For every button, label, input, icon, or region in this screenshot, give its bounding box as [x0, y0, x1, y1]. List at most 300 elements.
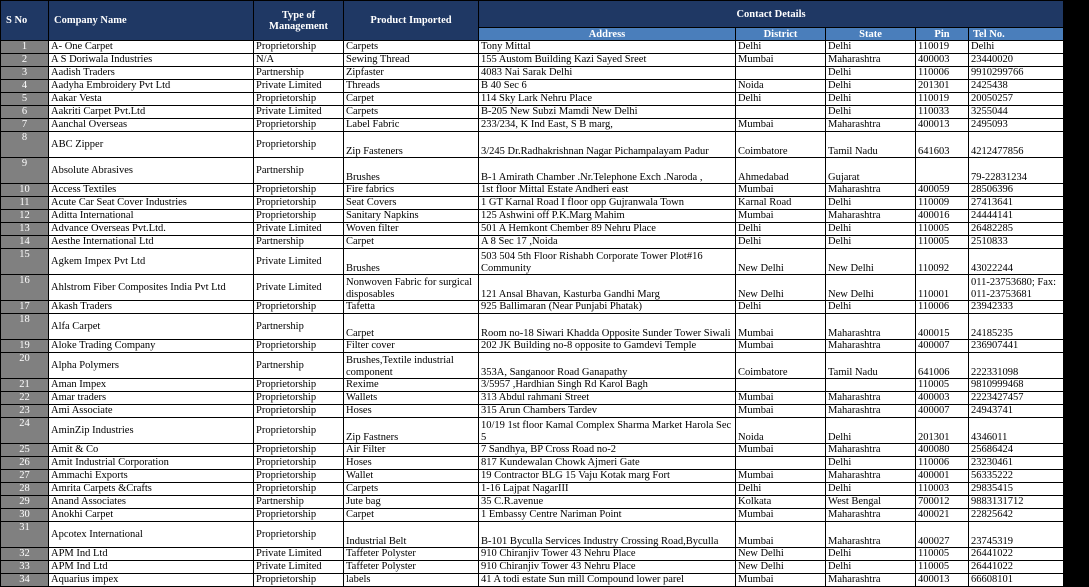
cell-address[interactable]: 114 Sky Lark Nehru Place [479, 93, 736, 106]
table-row[interactable] [1, 314, 1064, 340]
cell-pin[interactable]: 400080 [916, 444, 969, 457]
cell-type-of-management[interactable]: Proprietorship [254, 509, 344, 522]
cell-product-imported[interactable]: Taffeter Polyster [344, 561, 479, 574]
cell-sno[interactable]: 29 [1, 496, 49, 509]
cell-pin[interactable]: 110006 [916, 457, 969, 470]
cell-type-of-management[interactable]: Proprietorship [254, 379, 344, 392]
cell-sno[interactable]: 31 [1, 522, 49, 548]
cell-sno[interactable]: 4 [1, 80, 49, 93]
cell-state[interactable] [826, 379, 916, 392]
table-row[interactable] [1, 132, 1064, 158]
table-row[interactable] [1, 223, 1064, 236]
cell-state[interactable]: Tamil Nadu [826, 353, 916, 379]
cell-type-of-management[interactable]: Proprietorship [254, 301, 344, 314]
cell-company-name[interactable]: Amit & Co [49, 444, 254, 457]
cell-district[interactable]: Ahmedabad [736, 158, 826, 184]
cell-product-imported[interactable]: Carpets [344, 41, 479, 54]
cell-district[interactable]: New Delhi [736, 561, 826, 574]
cell-company-name[interactable]: Aadyha Embroidery Pvt Ltd [49, 80, 254, 93]
cell-state[interactable]: Maharashtra [826, 392, 916, 405]
cell-tel-no[interactable]: 26482285 [969, 223, 1064, 236]
cell-type-of-management[interactable]: Partnership [254, 158, 344, 184]
cell-sno[interactable]: 9 [1, 158, 49, 184]
cell-sno[interactable]: 33 [1, 561, 49, 574]
cell-product-imported[interactable]: Wallet [344, 470, 479, 483]
cell-pin[interactable]: 110006 [916, 301, 969, 314]
cell-pin[interactable]: 400015 [916, 314, 969, 340]
cell-tel-no[interactable]: 24444141 [969, 210, 1064, 223]
cell-state[interactable]: Tamil Nadu [826, 132, 916, 158]
cell-company-name[interactable]: Ami Associate [49, 405, 254, 418]
cell-company-name[interactable]: AminZip Industries [49, 418, 254, 444]
cell-tel-no[interactable]: 4212477856 [969, 132, 1064, 158]
cell-tel-no[interactable]: 22825642 [969, 509, 1064, 522]
cell-type-of-management[interactable]: Private Limited [254, 548, 344, 561]
cell-pin[interactable]: 110005 [916, 223, 969, 236]
cell-type-of-management[interactable]: Proprietorship [254, 444, 344, 457]
cell-state[interactable]: New Delhi [826, 275, 916, 301]
table-row[interactable] [1, 418, 1064, 444]
cell-address[interactable]: 1st floor Mittal Estate Andheri east [479, 184, 736, 197]
cell-tel-no[interactable]: 43022244 [969, 249, 1064, 275]
table-row[interactable] [1, 249, 1064, 275]
cell-state[interactable]: Maharashtra [826, 184, 916, 197]
cell-district[interactable]: Karnal Road [736, 197, 826, 210]
cell-state[interactable]: Maharashtra [826, 314, 916, 340]
cell-tel-no[interactable]: Delhi [969, 41, 1064, 54]
cell-product-imported[interactable]: Carpet [344, 314, 479, 340]
cell-state[interactable]: Delhi [826, 483, 916, 496]
cell-district[interactable]: New Delhi [736, 548, 826, 561]
cell-tel-no[interactable]: 26441022 [969, 561, 1064, 574]
cell-address[interactable]: 202 JK Building no-8 opposite to Gamdevi Temple [479, 340, 736, 353]
cell-address[interactable]: Room no-18 Siwari Khadda Opposite Sunder Tower Siwali [479, 314, 736, 340]
table-row[interactable] [1, 392, 1064, 405]
cell-sno[interactable]: 20 [1, 353, 49, 379]
cell-sno[interactable]: 10 [1, 184, 49, 197]
cell-district[interactable]: Delhi [736, 236, 826, 249]
table-row[interactable] [1, 457, 1064, 470]
cell-address[interactable]: B 40 Sec 6 [479, 80, 736, 93]
cell-tel-no[interactable]: 23942333 [969, 301, 1064, 314]
cell-sno[interactable]: 26 [1, 457, 49, 470]
cell-address[interactable]: 1-16 Lajpat NagarIII [479, 483, 736, 496]
cell-district[interactable]: Delhi [736, 41, 826, 54]
cell-state[interactable]: New Delhi [826, 249, 916, 275]
cell-tel-no[interactable]: 56335222 [969, 470, 1064, 483]
cell-tel-no[interactable]: 9910299766 [969, 67, 1064, 80]
cell-product-imported[interactable]: Woven filter [344, 223, 479, 236]
cell-tel-no[interactable]: 23745319 [969, 522, 1064, 548]
cell-district[interactable]: Mumbai [736, 54, 826, 67]
cell-sno[interactable]: 34 [1, 574, 49, 587]
cell-pin[interactable]: 400013 [916, 574, 969, 587]
cell-district[interactable]: Mumbai [736, 392, 826, 405]
table-row[interactable] [1, 496, 1064, 509]
cell-tel-no[interactable]: 9883131712 [969, 496, 1064, 509]
cell-district[interactable]: Delhi [736, 483, 826, 496]
cell-district[interactable] [736, 379, 826, 392]
cell-sno[interactable]: 19 [1, 340, 49, 353]
cell-company-name[interactable]: Amrita Carpets &Crafts [49, 483, 254, 496]
cell-address[interactable]: Tony Mittal [479, 41, 736, 54]
cell-address[interactable]: 41 A todi estate Sun mill Compound lower parel [479, 574, 736, 587]
cell-pin[interactable]: 400001 [916, 470, 969, 483]
cell-company-name[interactable]: Agkem Impex Pvt Ltd [49, 249, 254, 275]
table-row[interactable] [1, 197, 1064, 210]
cell-address[interactable]: 155 Austom Building Kazi Sayed Sreet [479, 54, 736, 67]
cell-state[interactable]: Maharashtra [826, 574, 916, 587]
cell-pin[interactable]: 201301 [916, 418, 969, 444]
cell-state[interactable]: Maharashtra [826, 509, 916, 522]
cell-pin[interactable] [916, 158, 969, 184]
cell-address[interactable]: B-101 Byculla Services Industry Crossing Road,Byculla [479, 522, 736, 548]
cell-address[interactable]: 817 Kundewalan Chowk Ajmeri Gate [479, 457, 736, 470]
cell-tel-no[interactable]: 27413641 [969, 197, 1064, 210]
cell-pin[interactable]: 110033 [916, 106, 969, 119]
cell-address[interactable]: 501 A Hemkont Chember 89 Nehru Place [479, 223, 736, 236]
cell-pin[interactable]: 110019 [916, 41, 969, 54]
cell-state[interactable]: Maharashtra [826, 405, 916, 418]
table-row[interactable] [1, 158, 1064, 184]
table-row[interactable] [1, 236, 1064, 249]
cell-tel-no[interactable]: 23230461 [969, 457, 1064, 470]
cell-district[interactable]: Delhi [736, 301, 826, 314]
col-header-address[interactable]: Address [479, 28, 736, 41]
cell-product-imported[interactable]: Hoses [344, 457, 479, 470]
cell-company-name[interactable]: Aloke Trading Company [49, 340, 254, 353]
cell-product-imported[interactable]: Threads [344, 80, 479, 93]
cell-product-imported[interactable]: Carpet [344, 509, 479, 522]
cell-district[interactable]: Mumbai [736, 184, 826, 197]
cell-product-imported[interactable]: Tafetta [344, 301, 479, 314]
cell-company-name[interactable]: Ahlstrom Fiber Composites India Pvt Ltd [49, 275, 254, 301]
cell-company-name[interactable]: APM Ind Ltd [49, 561, 254, 574]
cell-sno[interactable]: 12 [1, 210, 49, 223]
cell-type-of-management[interactable]: Private Limited [254, 561, 344, 574]
cell-pin[interactable]: 400007 [916, 405, 969, 418]
cell-type-of-management[interactable]: Proprietorship [254, 470, 344, 483]
cell-tel-no[interactable]: 2510833 [969, 236, 1064, 249]
cell-state[interactable]: Maharashtra [826, 444, 916, 457]
cell-product-imported[interactable]: labels [344, 574, 479, 587]
cell-tel-no[interactable]: 4346011 [969, 418, 1064, 444]
cell-district[interactable]: New Delhi [736, 249, 826, 275]
cell-address[interactable]: 1 Embassy Centre Nariman Point [479, 509, 736, 522]
cell-state[interactable]: Delhi [826, 457, 916, 470]
cell-product-imported[interactable]: Sewing Thread [344, 54, 479, 67]
col-header-type-of-management[interactable]: Type of Management [254, 1, 344, 41]
cell-sno[interactable]: 5 [1, 93, 49, 106]
cell-pin[interactable]: 700012 [916, 496, 969, 509]
cell-tel-no[interactable]: 2425438 [969, 80, 1064, 93]
cell-company-name[interactable]: Aesthe International Ltd [49, 236, 254, 249]
cell-tel-no[interactable]: 236907441 [969, 340, 1064, 353]
cell-sno[interactable]: 14 [1, 236, 49, 249]
cell-company-name[interactable]: Absolute Abrasives [49, 158, 254, 184]
cell-sno[interactable]: 15 [1, 249, 49, 275]
cell-district[interactable]: Mumbai [736, 340, 826, 353]
cell-state[interactable]: Maharashtra [826, 340, 916, 353]
cell-district[interactable]: Coimbatore [736, 132, 826, 158]
col-header-district[interactable]: District [736, 28, 826, 41]
cell-product-imported[interactable]: Fire fabrics [344, 184, 479, 197]
table-row[interactable] [1, 340, 1064, 353]
table-row[interactable] [1, 301, 1064, 314]
cell-sno[interactable]: 1 [1, 41, 49, 54]
table-row[interactable] [1, 444, 1064, 457]
cell-state[interactable]: Delhi [826, 106, 916, 119]
table-row[interactable] [1, 561, 1064, 574]
cell-type-of-management[interactable]: Private Limited [254, 223, 344, 236]
cell-product-imported[interactable]: Zip Fastners [344, 418, 479, 444]
cell-district[interactable]: Mumbai [736, 574, 826, 587]
cell-type-of-management[interactable]: Proprietorship [254, 418, 344, 444]
cell-state[interactable]: West Bengal [826, 496, 916, 509]
table-row[interactable] [1, 548, 1064, 561]
cell-sno[interactable]: 17 [1, 301, 49, 314]
cell-address[interactable]: B-205 New Subzi Mamdi New Delhi [479, 106, 736, 119]
table-row[interactable] [1, 106, 1064, 119]
cell-address[interactable]: 3/245 Dr.Radhakrishnan Nagar Pichampalayam Padur [479, 132, 736, 158]
cell-company-name[interactable]: Aakar Vesta [49, 93, 254, 106]
cell-district[interactable] [736, 67, 826, 80]
cell-tel-no[interactable]: 24943741 [969, 405, 1064, 418]
cell-sno[interactable]: 11 [1, 197, 49, 210]
cell-sno[interactable]: 25 [1, 444, 49, 457]
cell-product-imported[interactable]: Taffeter Polyster [344, 548, 479, 561]
cell-company-name[interactable]: Access Textiles [49, 184, 254, 197]
cell-address[interactable]: B-1 Amirath Chamber .Nr.Telephone Exch .Naroda , [479, 158, 736, 184]
cell-pin[interactable]: 400021 [916, 509, 969, 522]
cell-product-imported[interactable]: Sanitary Napkins [344, 210, 479, 223]
cell-company-name[interactable]: Advance Overseas Pvt.Ltd. [49, 223, 254, 236]
cell-company-name[interactable]: Alpha Polymers [49, 353, 254, 379]
table-row[interactable] [1, 93, 1064, 106]
cell-state[interactable]: Delhi [826, 93, 916, 106]
cell-district[interactable]: Mumbai [736, 509, 826, 522]
cell-type-of-management[interactable]: Proprietorship [254, 210, 344, 223]
cell-type-of-management[interactable]: Private Limited [254, 106, 344, 119]
cell-type-of-management[interactable]: N/A [254, 54, 344, 67]
cell-tel-no[interactable]: 23440020 [969, 54, 1064, 67]
cell-state[interactable]: Delhi [826, 223, 916, 236]
cell-district[interactable]: Mumbai [736, 119, 826, 132]
cell-address[interactable]: 910 Chiranjiv Tower 43 Nehru Place [479, 561, 736, 574]
cell-pin[interactable]: 400016 [916, 210, 969, 223]
cell-state[interactable]: Delhi [826, 561, 916, 574]
cell-pin[interactable]: 110009 [916, 197, 969, 210]
cell-district[interactable]: Noida [736, 80, 826, 93]
cell-state[interactable]: Maharashtra [826, 522, 916, 548]
cell-tel-no[interactable]: 2495093 [969, 119, 1064, 132]
cell-company-name[interactable]: APM Ind Ltd [49, 548, 254, 561]
cell-address[interactable]: 3/5957 ,Hardhian Singh Rd Karol Bagh [479, 379, 736, 392]
table-row[interactable] [1, 483, 1064, 496]
cell-type-of-management[interactable]: Proprietorship [254, 392, 344, 405]
table-row[interactable] [1, 119, 1064, 132]
cell-type-of-management[interactable]: Partnership [254, 496, 344, 509]
table-row[interactable] [1, 275, 1064, 301]
cell-sno[interactable]: 2 [1, 54, 49, 67]
cell-sno[interactable]: 16 [1, 275, 49, 301]
cell-tel-no[interactable]: 25686424 [969, 444, 1064, 457]
cell-tel-no[interactable]: 79-22831234 [969, 158, 1064, 184]
cell-company-name[interactable]: Aadish Traders [49, 67, 254, 80]
cell-product-imported[interactable]: Wallets [344, 392, 479, 405]
col-header-product-imported[interactable]: Product Imported [344, 1, 479, 41]
cell-address[interactable]: 315 Arun Chambers Tardev [479, 405, 736, 418]
cell-company-name[interactable]: Aditta International [49, 210, 254, 223]
cell-company-name[interactable]: Amit Industrial Corporation [49, 457, 254, 470]
table-row[interactable] [1, 210, 1064, 223]
cell-product-imported[interactable]: Label Fabric [344, 119, 479, 132]
cell-state[interactable]: Delhi [826, 80, 916, 93]
cell-state[interactable]: Delhi [826, 197, 916, 210]
cell-company-name[interactable]: Aman Impex [49, 379, 254, 392]
cell-pin[interactable]: 400027 [916, 522, 969, 548]
cell-sno[interactable]: 7 [1, 119, 49, 132]
cell-tel-no[interactable]: 011-23753680; Fax: 011-23753681 [969, 275, 1064, 301]
cell-type-of-management[interactable]: Proprietorship [254, 405, 344, 418]
cell-company-name[interactable]: Aanchal Overseas [49, 119, 254, 132]
col-header-contact-details[interactable]: Contact Details [479, 1, 1064, 28]
cell-district[interactable]: Mumbai [736, 314, 826, 340]
table-row[interactable] [1, 470, 1064, 483]
table-row[interactable] [1, 353, 1064, 379]
cell-product-imported[interactable]: Brushes,Textile industrial component [344, 353, 479, 379]
cell-type-of-management[interactable]: Proprietorship [254, 93, 344, 106]
cell-district[interactable]: Mumbai [736, 405, 826, 418]
cell-company-name[interactable]: A- One Carpet [49, 41, 254, 54]
cell-company-name[interactable]: A S Doriwala Industries [49, 54, 254, 67]
cell-district[interactable]: Delhi [736, 223, 826, 236]
cell-pin[interactable]: 110005 [916, 548, 969, 561]
cell-company-name[interactable]: ABC Zipper [49, 132, 254, 158]
cell-pin[interactable]: 400003 [916, 54, 969, 67]
cell-district[interactable]: New Delhi [736, 275, 826, 301]
cell-pin[interactable]: 400059 [916, 184, 969, 197]
cell-district[interactable]: Mumbai [736, 470, 826, 483]
cell-company-name[interactable]: Amar traders [49, 392, 254, 405]
cell-product-imported[interactable]: Carpet [344, 93, 479, 106]
cell-address[interactable]: 313 Abdul rahmani Street [479, 392, 736, 405]
cell-company-name[interactable]: Alfa Carpet [49, 314, 254, 340]
table-row[interactable] [1, 574, 1064, 587]
cell-type-of-management[interactable]: Proprietorship [254, 457, 344, 470]
cell-district[interactable]: Delhi [736, 93, 826, 106]
col-header-tel-no[interactable]: Tel No. [969, 28, 1064, 41]
cell-sno[interactable]: 23 [1, 405, 49, 418]
cell-company-name[interactable]: Acute Car Seat Cover Industries [49, 197, 254, 210]
table-row[interactable] [1, 54, 1064, 67]
cell-sno[interactable]: 24 [1, 418, 49, 444]
cell-pin[interactable]: 110005 [916, 561, 969, 574]
cell-address[interactable]: 503 504 5th Floor Rishabh Corporate Tower Plot#16 Community [479, 249, 736, 275]
cell-product-imported[interactable]: Zip Fasteners [344, 132, 479, 158]
cell-state[interactable]: Maharashtra [826, 210, 916, 223]
cell-state[interactable]: Maharashtra [826, 470, 916, 483]
table-row[interactable] [1, 509, 1064, 522]
cell-sno[interactable]: 32 [1, 548, 49, 561]
cell-product-imported[interactable]: Carpets [344, 483, 479, 496]
col-header-state[interactable]: State [826, 28, 916, 41]
cell-sno[interactable]: 21 [1, 379, 49, 392]
cell-state[interactable]: Delhi [826, 41, 916, 54]
cell-district[interactable] [736, 106, 826, 119]
cell-pin[interactable]: 110005 [916, 379, 969, 392]
cell-state[interactable]: Delhi [826, 418, 916, 444]
table-row[interactable] [1, 41, 1064, 54]
cell-address[interactable]: 125 Ashwini off P.K.Marg Mahim [479, 210, 736, 223]
cell-type-of-management[interactable]: Proprietorship [254, 574, 344, 587]
cell-district[interactable]: Mumbai [736, 210, 826, 223]
cell-address[interactable]: 10/19 1st floor Kamal Complex Sharma Market Harola Sec 5 [479, 418, 736, 444]
cell-tel-no[interactable]: 20050257 [969, 93, 1064, 106]
table-row[interactable] [1, 80, 1064, 93]
cell-type-of-management[interactable]: Proprietorship [254, 340, 344, 353]
cell-product-imported[interactable]: Industrial Belt [344, 522, 479, 548]
cell-sno[interactable]: 3 [1, 67, 49, 80]
cell-product-imported[interactable]: Carpets [344, 106, 479, 119]
cell-tel-no[interactable]: 222331098 [969, 353, 1064, 379]
cell-product-imported[interactable]: Jute bag [344, 496, 479, 509]
cell-state[interactable]: Gujarat [826, 158, 916, 184]
cell-type-of-management[interactable]: Partnership [254, 314, 344, 340]
cell-pin[interactable]: 400013 [916, 119, 969, 132]
cell-sno[interactable]: 27 [1, 470, 49, 483]
cell-tel-no[interactable]: 24185235 [969, 314, 1064, 340]
table-row[interactable] [1, 379, 1064, 392]
cell-type-of-management[interactable]: Private Limited [254, 249, 344, 275]
cell-district[interactable]: Noida [736, 418, 826, 444]
cell-product-imported[interactable]: Rexime [344, 379, 479, 392]
cell-district[interactable]: Kolkata [736, 496, 826, 509]
cell-type-of-management[interactable]: Proprietorship [254, 522, 344, 548]
cell-product-imported[interactable]: Filter cover [344, 340, 479, 353]
table-row[interactable] [1, 522, 1064, 548]
cell-pin[interactable]: 641603 [916, 132, 969, 158]
cell-pin[interactable]: 110005 [916, 236, 969, 249]
cell-type-of-management[interactable]: Proprietorship [254, 41, 344, 54]
cell-company-name[interactable]: Aquarius impex [49, 574, 254, 587]
cell-tel-no[interactable]: 9810999468 [969, 379, 1064, 392]
cell-pin[interactable]: 110019 [916, 93, 969, 106]
cell-product-imported[interactable]: Air Filter [344, 444, 479, 457]
cell-company-name[interactable]: Ammachi Exports [49, 470, 254, 483]
cell-pin[interactable]: 201301 [916, 80, 969, 93]
cell-address[interactable]: 1 GT Karnal Road I floor opp Gujranwala Town [479, 197, 736, 210]
cell-address[interactable]: 4083 Nai Sarak Delhi [479, 67, 736, 80]
cell-district[interactable]: Coimbatore [736, 353, 826, 379]
cell-state[interactable]: Delhi [826, 67, 916, 80]
cell-pin[interactable]: 110092 [916, 249, 969, 275]
cell-address[interactable]: 121 Ansal Bhavan, Kasturba Gandhi Marg [479, 275, 736, 301]
table-row[interactable] [1, 184, 1064, 197]
cell-product-imported[interactable]: Zipfaster [344, 67, 479, 80]
cell-type-of-management[interactable]: Private Limited [254, 80, 344, 93]
cell-district[interactable]: Mumbai [736, 522, 826, 548]
cell-address[interactable]: 353A, Sanganoor Road Ganapathy [479, 353, 736, 379]
cell-type-of-management[interactable]: Proprietorship [254, 483, 344, 496]
cell-tel-no[interactable]: 28506396 [969, 184, 1064, 197]
cell-sno[interactable]: 18 [1, 314, 49, 340]
cell-product-imported[interactable]: Hoses [344, 405, 479, 418]
cell-sno[interactable]: 6 [1, 106, 49, 119]
cell-tel-no[interactable]: 26441022 [969, 548, 1064, 561]
cell-address[interactable]: 925 Ballimaran (Near Punjabi Phatak) [479, 301, 736, 314]
cell-type-of-management[interactable]: Partnership [254, 67, 344, 80]
